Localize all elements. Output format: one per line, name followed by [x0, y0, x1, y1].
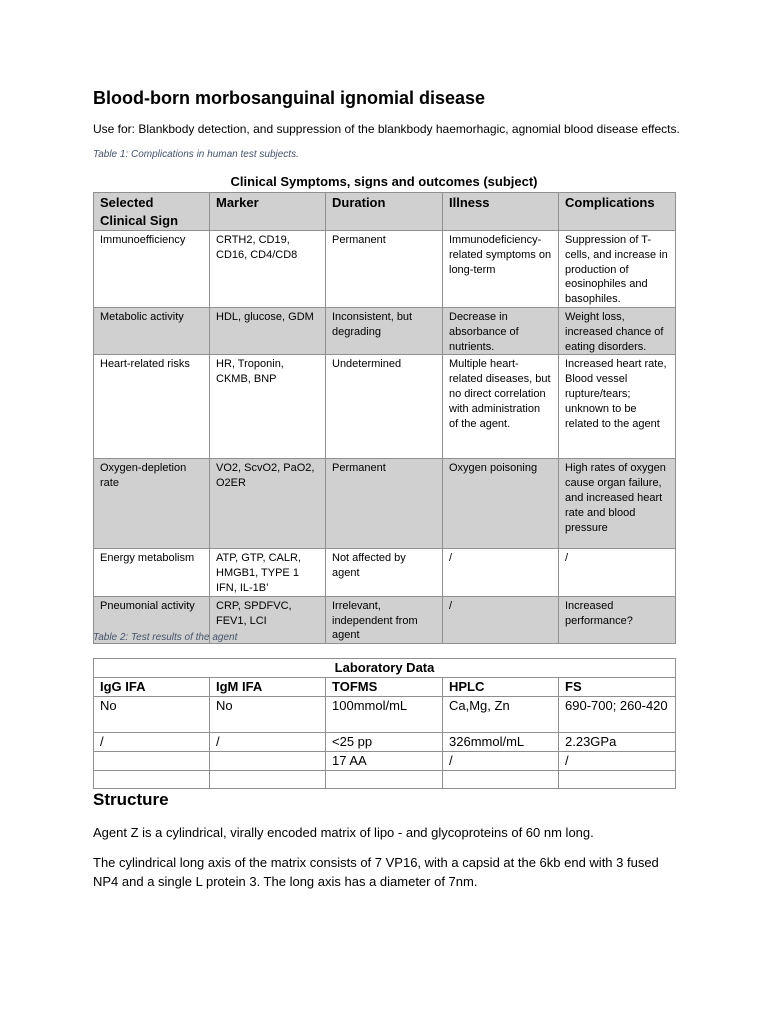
table-cell — [443, 771, 559, 789]
table-row — [94, 459, 676, 549]
table-cell: Decrease in absorbance of nutrients. — [443, 307, 559, 354]
table-cell — [326, 771, 443, 789]
table-cell: <25 pp — [326, 733, 443, 752]
table-cell: Metabolic activity — [94, 307, 210, 354]
table-row — [94, 697, 676, 733]
table-cell: HR, Troponin, CKMB, BNP — [210, 355, 326, 459]
table-cell: Undetermined — [326, 355, 443, 459]
table-cell: Increased heart rate, Blood vessel rupture/tears; unknown to be related to the agent — [559, 355, 676, 459]
document-title: Blood-born morbosanguinal ignomial disease — [93, 88, 486, 108]
structure-heading: Structure — [93, 790, 169, 809]
table2-header-cell: TOFMS — [326, 678, 443, 697]
table1-title: Clinical Symptoms, signs and outcomes (subject) — [230, 174, 538, 189]
table-cell: Inconsistent, but degrading — [326, 307, 443, 354]
table-cell: Energy metabolism — [94, 549, 210, 596]
table1-header-cell: Illness — [443, 193, 559, 231]
table1-header-row — [94, 193, 676, 231]
table-cell: / — [443, 549, 559, 596]
table-cell: Permanent — [326, 459, 443, 549]
table2-header-cell: HPLC — [443, 678, 559, 697]
table-cell: / — [94, 733, 210, 752]
table-row — [94, 307, 676, 354]
laboratory-data-table — [93, 658, 676, 789]
table1-caption: Table 1: Complications in human test subjects. — [93, 149, 299, 160]
table-cell — [94, 752, 210, 771]
table-cell: 326mmol/mL — [443, 733, 559, 752]
table1-header-cell: Marker — [210, 193, 326, 231]
table-cell: CRP, SPDFVC, FEV1, LCI — [210, 596, 326, 643]
table-row — [94, 752, 676, 771]
table-cell: Immunoefficiency — [94, 231, 210, 308]
table-cell: VO2, ScvO2, PaO2, O2ER — [210, 459, 326, 549]
table-row — [94, 231, 676, 308]
table-cell — [94, 771, 210, 789]
table2-header-cell: IgM IFA — [210, 678, 326, 697]
table-cell: Immunodeficiency-related symptoms on long-term — [443, 231, 559, 308]
table2-title-row — [94, 659, 676, 678]
table-cell: Multiple heart-related diseases, but no direct correlation with administration of the agent. — [443, 355, 559, 459]
table-row — [94, 355, 676, 459]
structure-paragraph-2: The cylindrical long axis of the matrix consists of 7 VP16, with a capsid at the 6kb end with 3 fused NP4 and a single L protein 3. The long axis has a diameter of 7nm. — [93, 855, 659, 889]
table-cell: / — [443, 752, 559, 771]
table-cell: / — [559, 752, 676, 771]
table-cell: / — [559, 549, 676, 596]
structure-paragraph-1: Agent Z is a cylindrical, virally encoded matrix of lipo - and glycoproteins of 60 nm long. — [93, 825, 594, 840]
table-cell: Pneumonial activity — [94, 596, 210, 643]
table-cell: No — [94, 697, 210, 733]
table-cell: Weight loss, increased chance of eating disorders. — [559, 307, 676, 354]
table-cell: 2.23GPa — [559, 733, 676, 752]
table-cell: Suppression of T-cells, and increase in production of eosinophiles and basophiles. — [559, 231, 676, 308]
table-cell: Irrelevant, independent from agent — [326, 596, 443, 643]
table-cell — [559, 771, 676, 789]
table-cell: Heart-related risks — [94, 355, 210, 459]
table-cell: High rates of oxygen cause organ failure, and increased heart rate and blood pressure — [559, 459, 676, 549]
table-cell: Ca,Mg, Zn — [443, 697, 559, 733]
table2-header-cell: FS — [559, 678, 676, 697]
clinical-symptoms-table — [93, 192, 676, 644]
table-row — [94, 771, 676, 789]
table1-header-cell: Complications — [559, 193, 676, 231]
table-cell: 100mmol/mL — [326, 697, 443, 733]
table-row — [94, 549, 676, 596]
table2-title: Laboratory Data — [94, 659, 676, 678]
table-cell: HDL, glucose, GDM — [210, 307, 326, 354]
table2-header-cell: IgG IFA — [94, 678, 210, 697]
table-cell: Not affected by agent — [326, 549, 443, 596]
table-cell: 690-700; 260-420 — [559, 697, 676, 733]
use-for-text: Use for: Blankbody detection, and suppression of the blankbody haemorhagic, agnomial blood disease effects. — [93, 122, 680, 136]
table-cell: / — [210, 733, 326, 752]
table2-header-row — [94, 678, 676, 697]
table-cell: CRTH2, CD19, CD16, CD4/CD8 — [210, 231, 326, 308]
table-row — [94, 733, 676, 752]
table-cell: / — [443, 596, 559, 643]
table-cell: Increased performance? — [559, 596, 676, 643]
table1-header-cell: Selected Clinical Sign — [94, 193, 210, 231]
table2-caption: Table 2: Test results of the agent — [93, 632, 238, 643]
table-cell: No — [210, 697, 326, 733]
table-cell: 17 AA — [326, 752, 443, 771]
table-cell: Oxygen poisoning — [443, 459, 559, 549]
table-cell: Permanent — [326, 231, 443, 308]
table-cell — [210, 771, 326, 789]
table-cell: Oxygen-depletion rate — [94, 459, 210, 549]
table1-header-cell: Duration — [326, 193, 443, 231]
table-cell — [210, 752, 326, 771]
table-cell: ATP, GTP, CALR, HMGB1, TYPE 1 IFN, IL-1B’ — [210, 549, 326, 596]
